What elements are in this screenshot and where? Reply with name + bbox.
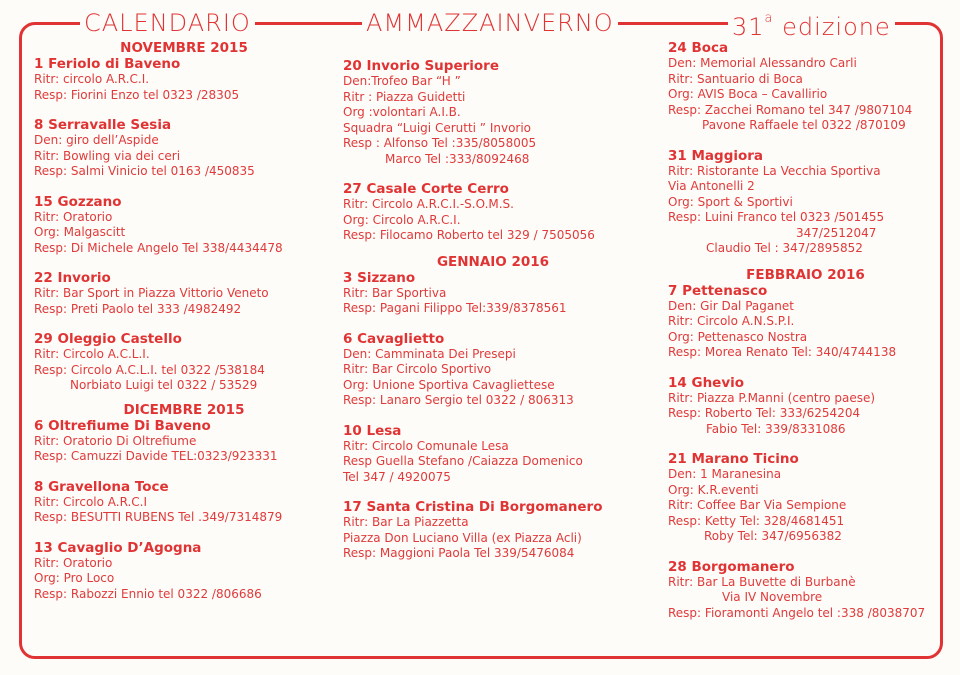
month-heading: NOVEMBRE 2015 — [120, 40, 248, 56]
event-line: Resp: Zacchei Romano tel 347 /9807104 — [668, 102, 913, 117]
event-line: Org: Circolo A.R.C.I. — [343, 212, 461, 227]
event-line: Norbiato Luigi tel 0322 / 53529 — [70, 378, 258, 392]
event-line: Ritr: Bar Circolo Sportivo — [343, 362, 492, 376]
event-line: Resp: Salmi Vinicio tel 0163 /450835 — [34, 164, 255, 178]
header — [0, 6, 960, 40]
header-calendario: CALENDARIO — [80, 6, 255, 40]
event-line: Ritr: Coffee Bar Via Sempione — [668, 498, 847, 512]
event-line: Resp: Lanaro Sergio tel 0322 / 806313 — [343, 393, 574, 407]
event-entry — [34, 117, 334, 180]
event-line: Resp: Camuzzi Davide TEL:0323/923331 — [34, 449, 278, 463]
event-line: Ritr : Piazza Guidetti — [343, 89, 466, 104]
event-line: Org: Pro Loco — [34, 571, 115, 585]
event-line: Marco Tel :333/8092468 — [385, 151, 530, 166]
event-entry — [343, 270, 643, 317]
event-line: Fabio Tel: 339/8331086 — [706, 421, 846, 436]
event-line: Org: Malgascitt — [34, 225, 126, 239]
event-line: Resp: BESUTTI RUBENS Tel .349/7314879 — [34, 510, 283, 524]
event-title: 22 Invorio — [34, 270, 111, 286]
event-entry — [668, 451, 943, 545]
event-line: Ritr: Circolo Comunale Lesa — [343, 438, 509, 453]
event-line: Resp: Circolo A.C.L.I. tel 0322 /538184 — [34, 362, 265, 377]
event-title: 27 Casale Corte Cerro — [343, 181, 509, 197]
event-title: 8 Gravellona Toce — [34, 478, 169, 495]
month-heading: FEBBRAIO 2016 — [746, 266, 865, 283]
event-line: Resp: Pagani Filippo Tel:339/8378561 — [343, 301, 567, 315]
event-line: Ritr: Circolo A.R.C.I.-S.O.M.S. — [343, 197, 514, 211]
event-entry — [34, 56, 334, 103]
event-line: Ritr: circolo A.R.C.I. — [34, 72, 150, 86]
event-entry — [343, 499, 643, 562]
month-heading: DICEMBRE 2015 — [123, 401, 245, 418]
event-title: 1 Feriolo di Baveno — [34, 56, 181, 72]
header-edition — [728, 6, 895, 44]
month-heading: GENNAIO 2016 — [436, 253, 550, 270]
event-title: 20 Invorio Superiore — [343, 58, 499, 74]
event-title: 15 Gozzano — [34, 193, 122, 210]
event-title: 8 Serravalle Sesia — [34, 117, 172, 133]
edition-word: edizione — [782, 13, 891, 41]
event-line: Org: K.R.eventi — [668, 482, 759, 497]
event-line: Org :volontari A.I.B. — [343, 105, 461, 119]
header-title: AMMAZZAINVERNO — [362, 6, 618, 40]
event-line: Ritr: Circolo A.N.S.P.I. — [668, 314, 795, 328]
event-title: 24 Boca — [668, 40, 729, 56]
event-entry — [343, 58, 643, 167]
column-1 — [34, 40, 334, 616]
event-entry — [34, 331, 334, 394]
event-line: Ritr: Bowling via dei ceri — [34, 148, 181, 163]
event-entry — [668, 40, 943, 134]
event-title: 29 Oleggio Castello — [34, 331, 182, 347]
event-line: Org: Pettenasco Nostra — [668, 329, 808, 344]
event-line: Squadra “Luigi Cerutti ” Invorio — [343, 120, 532, 135]
event-line: Resp: Fiorini Enzo tel 0323 /28305 — [34, 87, 240, 102]
event-line: Via IV Novembre — [722, 590, 823, 604]
event-line: Resp: Di Michele Angelo Tel 338/4434478 — [34, 240, 283, 255]
edition-number: 31 — [732, 13, 765, 41]
event-line: Resp Guella Stefano /Caiazza Domenico — [343, 454, 583, 468]
event-title: 14 Ghevio — [668, 374, 745, 391]
event-line: Ritr: Circolo A.C.L.I. — [34, 347, 150, 361]
event-line: Via Antonelli 2 — [668, 179, 755, 193]
event-entry — [668, 375, 943, 438]
event-line: Pavone Raffaele tel 0322 /870109 — [702, 118, 906, 132]
event-title: 3 Sizzano — [343, 269, 416, 286]
event-line: Resp: Fioramonti Angelo tel :338 /8038707 — [668, 605, 926, 620]
event-title: 13 Cavaglio D’Agogna — [34, 539, 202, 556]
event-title: 31 Maggiora — [668, 147, 764, 164]
edition-superscript: a — [764, 11, 774, 26]
event-title: 10 Lesa — [343, 422, 402, 439]
event-line: Ritr: Circolo A.R.C.I — [34, 494, 148, 509]
event-line: Resp : Alfonso Tel :335/8058005 — [343, 136, 537, 150]
event-line: Ritr: Ristorante La Vecchia Sportiva — [668, 163, 881, 178]
event-entry — [34, 418, 334, 465]
event-line: Resp: Preti Paolo tel 333 /4982492 — [34, 301, 242, 316]
event-title: 21 Marano Ticino — [668, 451, 799, 467]
event-line: Roby Tel: 347/6956382 — [704, 529, 842, 543]
event-title: 17 Santa Cristina Di Borgomanero — [343, 499, 603, 515]
event-line: Resp: Rabozzi Ennio tel 0322 /806686 — [34, 586, 262, 601]
event-line: Ritr: Piazza P.Manni (centro paese) — [668, 390, 876, 405]
event-line: Ritr: Santuario di Boca — [668, 71, 803, 86]
event-title: 28 Borgomanero — [668, 558, 795, 575]
event-line: Den: Gir Dal Paganet — [668, 298, 794, 313]
event-line: Ritr: Bar Sportiva — [343, 285, 447, 300]
event-line: Resp: Roberto Tel: 333/6254204 — [668, 406, 861, 420]
event-line: Resp: Filocamo Roberto tel 329 / 7505056 — [343, 228, 595, 242]
event-entry — [34, 479, 334, 526]
event-line: Org: Unione Sportiva Cavagliettese — [343, 377, 555, 392]
column-3 — [668, 40, 943, 635]
event-entry — [668, 283, 943, 361]
event-line: Den: 1 Maranesina — [668, 467, 782, 481]
event-entry — [343, 181, 643, 244]
column-2 — [343, 58, 643, 576]
event-entry — [668, 148, 943, 257]
event-line: Claudio Tel : 347/2895852 — [706, 241, 863, 255]
event-entry — [668, 559, 943, 622]
event-line: Resp: Ketty Tel: 328/4681451 — [668, 513, 845, 528]
event-entry — [343, 423, 643, 486]
event-line: Den: Memorial Alessandro Carli — [668, 56, 857, 70]
event-line: Resp: Luini Franco tel 0323 /501455 — [668, 210, 885, 224]
event-line: Ritr: Oratorio Di Oltrefiume — [34, 433, 197, 448]
event-line: Piazza Don Luciano Villa (ex Piazza Acli) — [343, 530, 582, 545]
event-line: 347/2512047 — [796, 225, 877, 240]
event-entry — [343, 331, 643, 409]
event-line: Den: giro dell’Aspide — [34, 133, 159, 147]
event-entry — [34, 194, 334, 257]
event-line: Org: AVIS Boca – Cavallirio — [668, 87, 828, 101]
event-entry — [34, 270, 334, 317]
event-title: 6 Oltrefiume Di Baveno — [34, 417, 211, 434]
event-line: Tel 347 / 4920075 — [343, 469, 451, 484]
event-title: 6 Cavaglietto — [343, 330, 445, 347]
event-line: Ritr: Bar La Piazzetta — [343, 515, 469, 529]
event-line: Ritr: Bar Sport in Piazza Vittorio Veneto — [34, 286, 269, 300]
event-line: Ritr: Oratorio — [34, 209, 113, 224]
event-line: Den:Trofeo Bar “H ” — [343, 74, 461, 88]
event-title: 7 Pettenasco — [668, 282, 768, 299]
event-line: Ritr: Oratorio — [34, 555, 113, 570]
event-line: Resp: Morea Renato Tel: 340/4744138 — [668, 345, 897, 359]
event-entry — [34, 540, 334, 603]
event-line: Ritr: Bar La Buvette di Burbanè — [668, 574, 856, 589]
event-line: Den: Camminata Dei Presepi — [343, 346, 516, 361]
event-line: Resp: Maggioni Paola Tel 339/5476084 — [343, 546, 575, 560]
event-line: Org: Sport & Sportivi — [668, 194, 793, 209]
